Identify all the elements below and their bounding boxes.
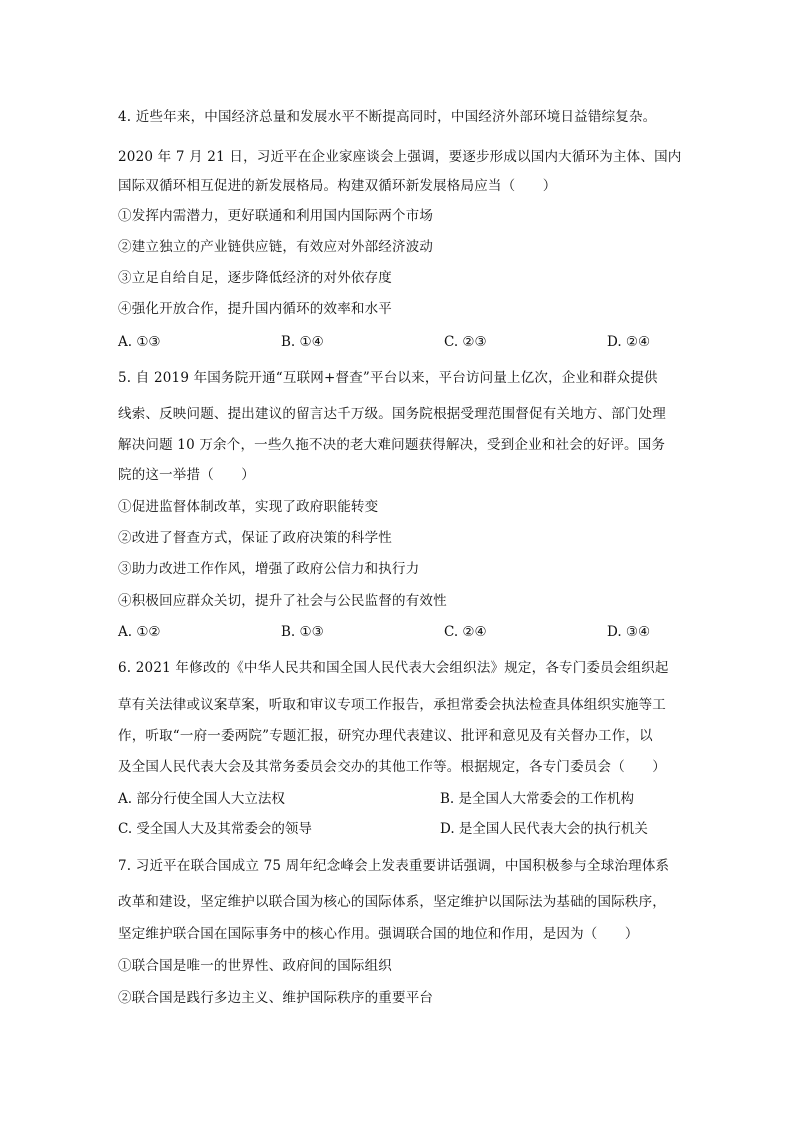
q7-item-1: ①联合国是唯一的世界性、政府间的国际组织 <box>118 958 392 974</box>
q5-option-a: A. ①② <box>118 624 161 640</box>
q4-item-4: ④强化开放合作，提升国内循环的效率和水平 <box>118 301 392 317</box>
q7-stem-line-1: 7. 习近平在联合国成立 75 周年纪念峰会上发表重要讲话强调，中国积极参与全球治理体系 <box>118 858 670 874</box>
q5-option-b: B. ①③ <box>281 624 324 640</box>
q7-stem-line-3: 坚定维护联合国在国际事务中的核心作用。强调联合国的地位和作用，是因为（ ） <box>118 926 639 942</box>
q6-option-a: A. 部分行使全国人大立法权 <box>118 791 285 807</box>
q5-stem-line-2: 线索、反映问题、提出建议的留言达千万级。国务院根据受理范围督促有关地方、部门处理 <box>118 406 666 422</box>
q5-stem-line-1: 5. 自 2019 年国务院开通“互联网+督查”平台以来，平台访问量上亿次，企业和群众提供 <box>118 370 658 386</box>
q5-option-c: C. ②④ <box>444 624 487 640</box>
q5-stem-line-4: 院的这一举措（ ） <box>118 467 255 483</box>
q4-option-a: A. ①③ <box>118 334 161 350</box>
q5-item-2: ②改进了督查方式，保证了政府决策的科学性 <box>118 530 392 546</box>
q4-stem-line-2: 2020 年 7 月 21 日，习近平在企业家座谈会上强调，要逐步形成以国内大循环为主体、国内 <box>118 149 682 165</box>
q4-stem-line-3: 国际双循环相互促进的新发展格局。构建双循环新发展格局应当（ ） <box>118 178 557 194</box>
q4-option-c: C. ②③ <box>444 334 487 350</box>
q5-option-d: D. ③④ <box>607 624 651 640</box>
q6-stem-line-4: 及全国人民代表大会及其常务委员会交办的其他工作等。根据规定，各专门委员会（ ） <box>118 759 666 775</box>
q5-stem-line-3: 解决问题 10 万余个，一些久拖不决的老大难问题获得解决，受到企业和社会的好评。国务 <box>118 437 666 453</box>
q5-item-3: ③助力改进工作作风，增强了政府公信力和执行力 <box>118 561 420 577</box>
q7-item-2: ②联合国是践行多边主义、维护国际秩序的重要平台 <box>118 990 434 1006</box>
q4-option-b: B. ①④ <box>281 334 324 350</box>
q4-item-2: ②建立独立的产业链供应链，有效应对外部经济波动 <box>118 239 434 255</box>
q4-item-3: ③立足自给自足，逐步降低经济的对外依存度 <box>118 270 392 286</box>
q6-option-b: B. 是全国人大常委会的工作机构 <box>440 791 635 807</box>
q5-item-4: ④积极回应群众关切，提升了社会与公民监督的有效性 <box>118 593 447 609</box>
q4-stem-line-1: 4. 近些年来，中国经济总量和发展水平不断提高同时，中国经济外部环境日益错综复杂。 <box>118 109 657 125</box>
q6-stem-line-2: 草有关法律或议案草案，听取和审议专项工作报告，承担常委会执法检查具体组织实施等工 <box>118 697 666 713</box>
q6-stem-line-3: 作，听取“一府一委两院”专题汇报，研究办理代表建议、批评和意见及有关督办工作，以 <box>118 728 653 744</box>
q4-option-d: D. ②④ <box>607 334 651 350</box>
q7-stem-line-2: 改革和建设，坚定维护以联合国为核心的国际体系，坚定维护以国际法为基础的国际秩序， <box>118 894 666 910</box>
q6-option-c: C. 受全国人大及其常委会的领导 <box>118 821 312 837</box>
q4-item-1: ①发挥内需潜力，更好联通和利用国内国际两个市场 <box>118 208 434 224</box>
q5-item-1: ①促进监督体制改革，实现了政府职能转变 <box>118 499 379 515</box>
q6-stem-line-1: 6. 2021 年修改的《中华人民共和国全国人民代表大会组织法》规定，各专门委员会组织起 <box>118 660 669 676</box>
q6-option-d: D. 是全国人民代表大会的执行机关 <box>440 821 648 837</box>
